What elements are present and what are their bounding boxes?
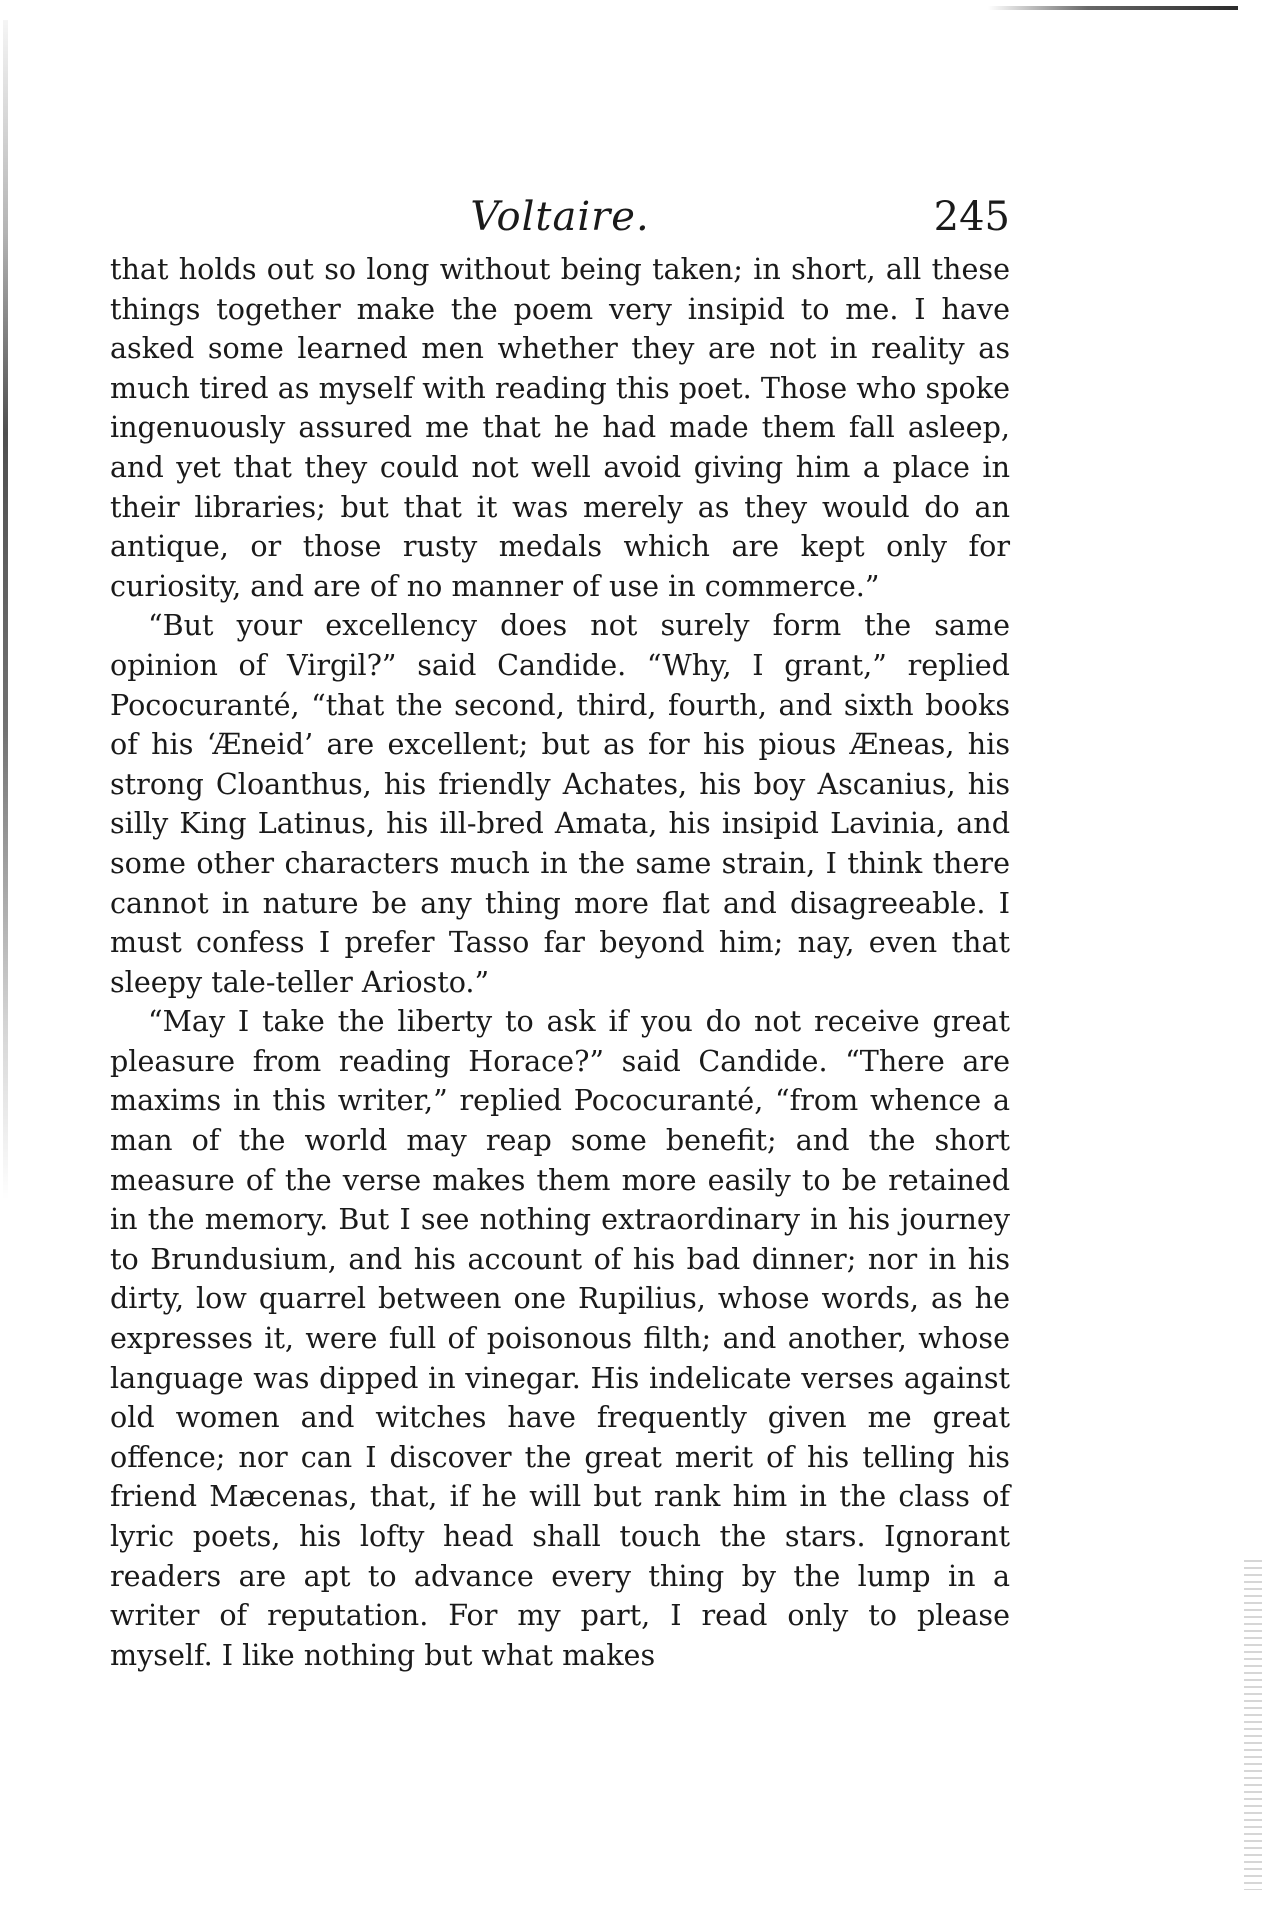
paragraph-horace: “May I take the liberty to ask if you do not receive great pleasure from reading Horace?” said Candide. “There are maxims in this writer,” replied Pococuranté, “from whence a man of the world may reap some benefit; and the short measure of the verse makes them more easily to be retained in the memory. But I see nothing extraordinary in his journey to Brundusium, and his account of his bad dinner; nor in his dirty, low quarrel between one Rupilius, whose words, as he expresses it, were full of poisonous filth; and another, whose language was dipped in vinegar. His indelicate verses against old women and witches have frequently given me great offence; nor can I discover the great merit of his telling his friend Mæcenas, that, if he will but rank him in the class of lyric poets, his lofty head shall touch the stars. Ignorant readers are apt to advance every thing by the lump in a writer of reputation. For my part, I read only to please myself. I like nothing but what makes	[110, 1004, 1010, 1672]
running-title: Voltaire.	[470, 194, 650, 240]
body-text	[110, 250, 1010, 1675]
scan-shadow-left	[3, 20, 8, 1200]
paragraph-virgil: “But your excellency does not surely form the same opinion of Virgil?” said Candide. “Why, I grant,” replied Pococuranté, “that the second, third, fourth, and sixth books of his ‘Æneid’ are excellent; but as for his pious Æneas, his strong Cloanthus, his friendly Achates, his boy Ascanius, his silly King Latinus, his ill-bred Amata, his insipid Lavinia, and some other characters much in the same strain, I think there cannot in nature be any thing more flat and disagreeable. I must confess I prefer Tasso far beyond him; nay, even that sleepy tale-teller Ariosto.”	[110, 608, 1010, 999]
scan-shadow-right	[1244, 1560, 1262, 1890]
paragraph-continued: that holds out so long without being taken; in short, all these things together make the poem very insipid to me. I have asked some learned men whether they are not in reality as much tired as myself with reading this poet. Those who spoke ingenuously assured me that he had made them fall asleep, and yet that they could not well avoid giving him a place in their libraries; but that it was merely as they would do an antique, or those rusty medals which are kept only for curiosity, and are of no manner of use in commerce.”	[110, 252, 1010, 603]
scan-shadow-top	[988, 6, 1238, 10]
running-head	[110, 180, 1010, 240]
book-page	[110, 180, 1010, 1675]
page-number: 245	[933, 194, 1010, 240]
